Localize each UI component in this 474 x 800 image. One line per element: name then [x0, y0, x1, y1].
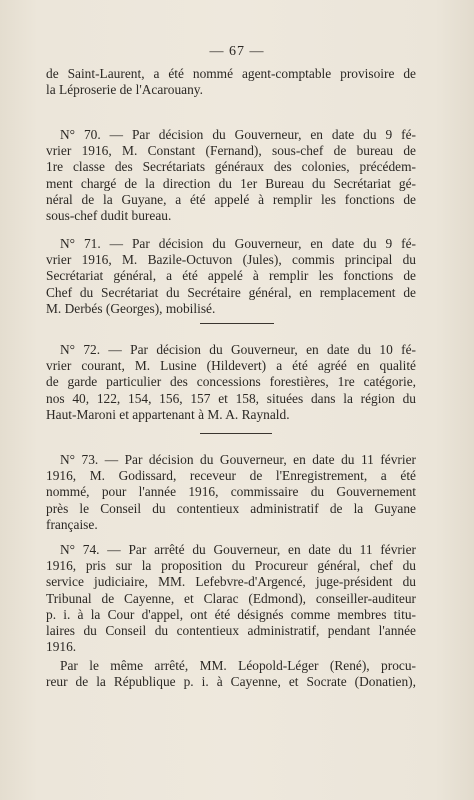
text-line: p. i. à la Cour d'appel, ont été désignés comme membres titu-: [46, 606, 416, 622]
text-line: N° 72. — Par décision du Gouverneur, en date du 10 fé-: [60, 342, 416, 357]
decision-74-paragraph: [46, 542, 416, 655]
text-line: Chef du Secrétariat du Secrétaire général, en remplacement de: [46, 284, 416, 300]
text-line: M. Derbés (Georges), mobilisé.: [46, 300, 216, 316]
separator-rule: [200, 433, 272, 434]
text-line: sous-chef dudit bureau.: [46, 208, 172, 224]
separator-rule: [200, 323, 274, 324]
text-line: N° 70. — Par décision du Gouverneur, en date du 9 fé-: [60, 127, 416, 142]
decision-73-paragraph: [46, 452, 416, 533]
text-line: 1916, pris sur la proposition du Procureur général, chef du: [46, 558, 416, 574]
same-decree-paragraph: [46, 658, 416, 690]
decision-70-paragraph: [46, 127, 416, 224]
text-line: de garde particulier des concessions forestières, 1re catégorie,: [46, 374, 416, 390]
text-line: ment chargé de la direction du 1er Bureau du Secrétariat gé-: [46, 175, 416, 191]
text-line: vrier 1916, M. Bazile-Octuvon (Jules), commis principal du: [46, 252, 416, 268]
text-line: de Saint-Laurent, a été nommé agent-comptable provisoire de: [46, 66, 416, 81]
text-line: 1916.: [46, 639, 77, 655]
text-line: Haut-Maroni et appartenant à M. A. Raynald.: [46, 406, 290, 422]
text-line: service judiciaire, MM. Lefebvre-d'Argencé, juge-président du: [46, 574, 416, 590]
text-line: nommé, pour l'année 1916, commissaire du Gouvernement: [46, 484, 416, 500]
decision-72-paragraph: [46, 342, 416, 423]
text-line: reur de la République p. i. à Cayenne, et Socrate (Donatien),: [46, 674, 416, 690]
text-line: 1916, M. Godissard, receveur de l'Enregistrement, a été: [46, 468, 416, 484]
continuation-paragraph: [46, 66, 416, 98]
text-line: vrier courant, M. Lusine (Hildevert) a été agréé en qualité: [46, 358, 416, 374]
text-line: néral de la Guyane, a été appelé à remplir les fonctions de: [46, 191, 416, 207]
text-line: N° 73. — Par décision du Gouverneur, en date du 11 février: [60, 452, 416, 467]
text-line: N° 71. — Par décision du Gouverneur, en date du 9 fé-: [60, 236, 416, 251]
text-line: 1re classe des Secrétariats généraux des colonies, précédem-: [46, 159, 416, 175]
text-line: Tribunal de Cayenne, et Clarac (Edmond), conseiller-auditeur: [46, 590, 416, 606]
text-line: vrier 1916, M. Constant (Fernand), sous-chef de bureau de: [46, 143, 416, 159]
text-line: la Léproserie de l'Acarouany.: [46, 82, 203, 98]
text-line: nos 40, 122, 154, 156, 157 et 158, situées dans la région du: [46, 390, 416, 406]
decision-71-paragraph: [46, 236, 416, 317]
page-number: — 67 —: [209, 44, 265, 59]
text-line: près le Conseil du contentieux administratif de la Guyane: [46, 500, 416, 516]
text-line: laires du Conseil du contentieux administratif, pendant l'année: [46, 623, 416, 639]
text-line: française.: [46, 516, 98, 532]
text-line: Par le même arrêté, MM. Léopold-Léger (René), procu-: [60, 658, 416, 673]
text-line: Secrétariat général, a été appelé à remplir les fonctions de: [46, 268, 416, 284]
text-line: N° 74. — Par arrêté du Gouverneur, en date du 11 février: [60, 542, 416, 557]
